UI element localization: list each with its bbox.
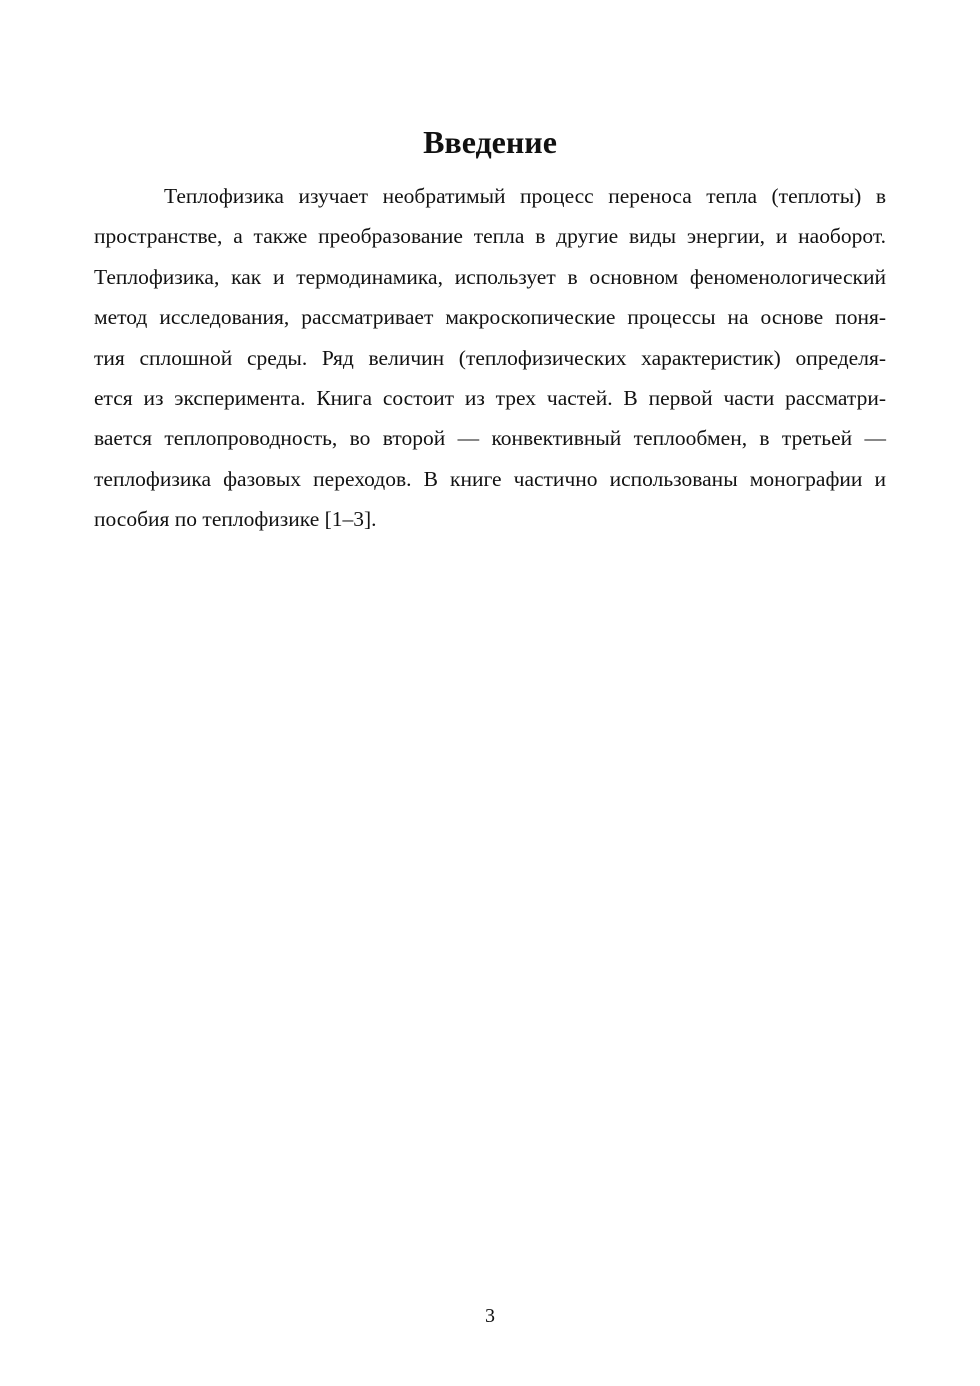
paragraph-line: теплофизика фазовых переходов. В книге частично использованы монографии и — [94, 466, 886, 491]
paragraph-line: метод исследования, рассматривает макроскопические процессы на основе поня- — [94, 305, 886, 330]
intro-paragraph — [94, 176, 886, 540]
paragraph-line: вается теплопроводность, во второй — конвективный теплообмен, в третьей — — [94, 426, 886, 451]
paragraph-line: ется из эксперимента. Книга состоит из трех частей. В первой части рассматри- — [94, 386, 886, 411]
paragraph-line: пространстве, а также преобразование тепла в другие виды энергии, и наоборот. — [94, 224, 886, 249]
paragraph-line: пособия по теплофизике [1–3]. — [94, 507, 377, 532]
page-number: 3 — [485, 1305, 495, 1327]
paragraph-line: Теплофизика, как и термодинамика, использует в основном феноменологический — [94, 264, 886, 289]
paragraph-line: тия сплошной среды. Ряд величин (теплофизических характеристик) определя- — [94, 345, 886, 370]
section-heading: Введение — [423, 124, 557, 160]
paragraph-line: Теплофизика изучает необратимый процесс переноса тепла (теплоты) в — [164, 184, 886, 208]
